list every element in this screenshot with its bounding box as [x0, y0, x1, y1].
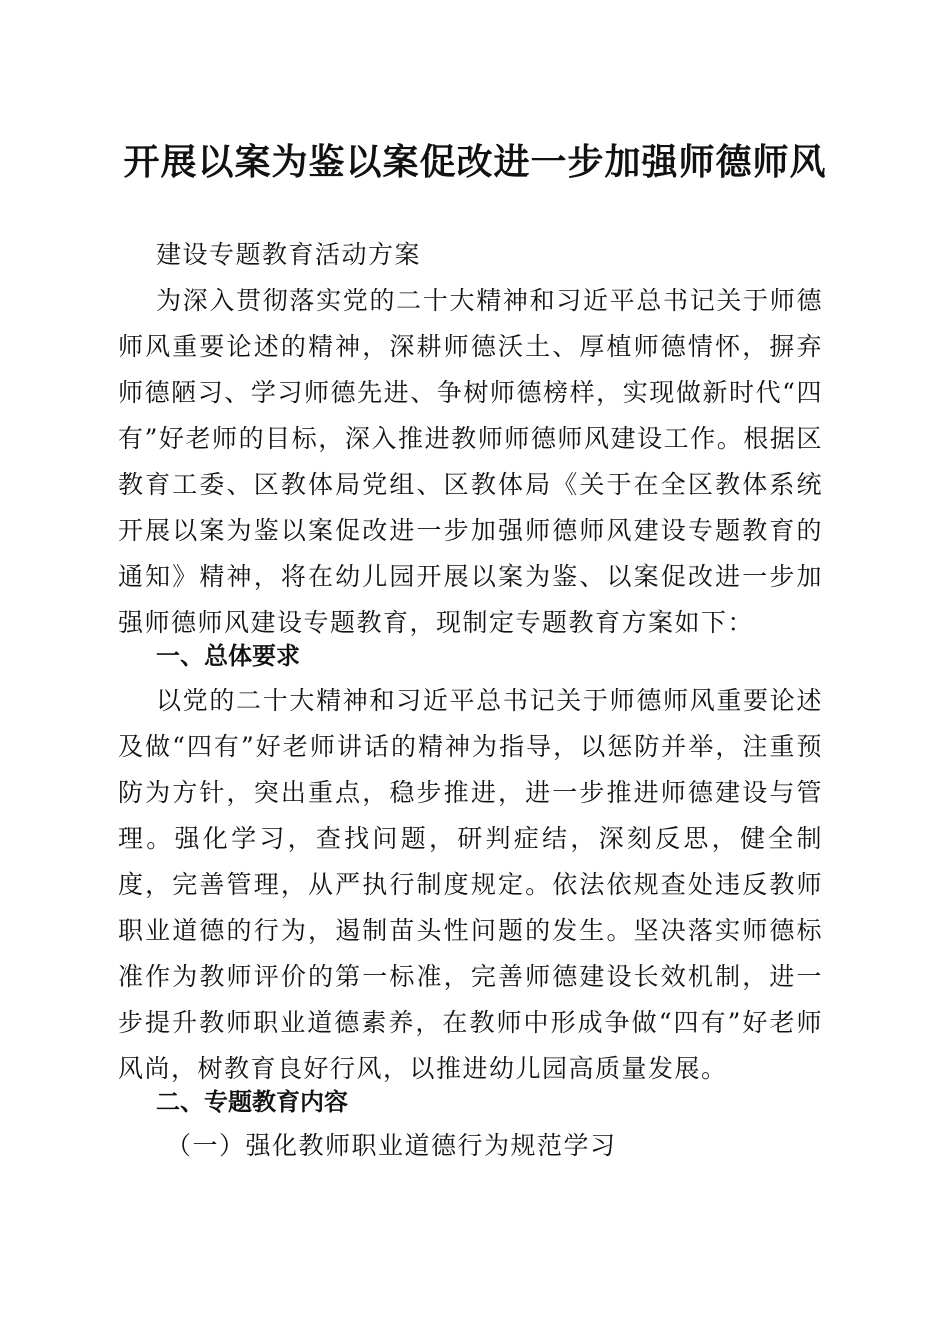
- general-requirements-paragraph: 以党的二十大精神和习近平总书记关于师德师风重要论述及做“四有”好老师讲话的精神为指导，以惩防并举，注重预防为方针，突出重点，稳步推进，进一步推进师德建设与管理。强化学习，查找问题，研判症结，深刻反思，健全制度，完善管理，从严执行制度规定。依法依规查处违反教师职业道德的行为，遏制苗头性问题的发生。坚决落实师德标准作为教师评价的第一标准，完善师德建设长效机制，进一步提升教师职业道德素养，在教师中形成争做“四有”好老师风尚，树教育良好行风，以推进幼儿园高质量发展。: [118, 686, 823, 1083]
- document-title: 开展以案为鉴以案促改进一步加强师德师风: [123, 141, 827, 183]
- subsection-heading-ethics-study: （一）强化教师职业道德行为规范学习: [166, 1131, 617, 1160]
- section-heading-education-content: 二、专题教育内容: [156, 1088, 348, 1116]
- document-subtitle: 建设专题教育活动方案: [156, 240, 422, 269]
- section-heading-general-requirements: 一、总体要求: [156, 642, 300, 670]
- intro-paragraph: 为深入贯彻落实党的二十大精神和习近平总书记关于师德师风重要论述的精神，深耕师德沃土、厚植师德情怀，摒弃师德陋习、学习师德先进、争树师德榜样，实现做新时代“四有”好老师的目标，深入推进教师师德师风建设工作。根据区教育工委、区教体局党组、区教体局《关于在全区教体系统开展以案为鉴以案促改进一步加强师德师风建设专题教育的通知》精神，将在幼儿园开展以案为鉴、以案促改进一步加强师德师风建设专题教育，现制定专题教育方案如下：: [118, 286, 823, 637]
